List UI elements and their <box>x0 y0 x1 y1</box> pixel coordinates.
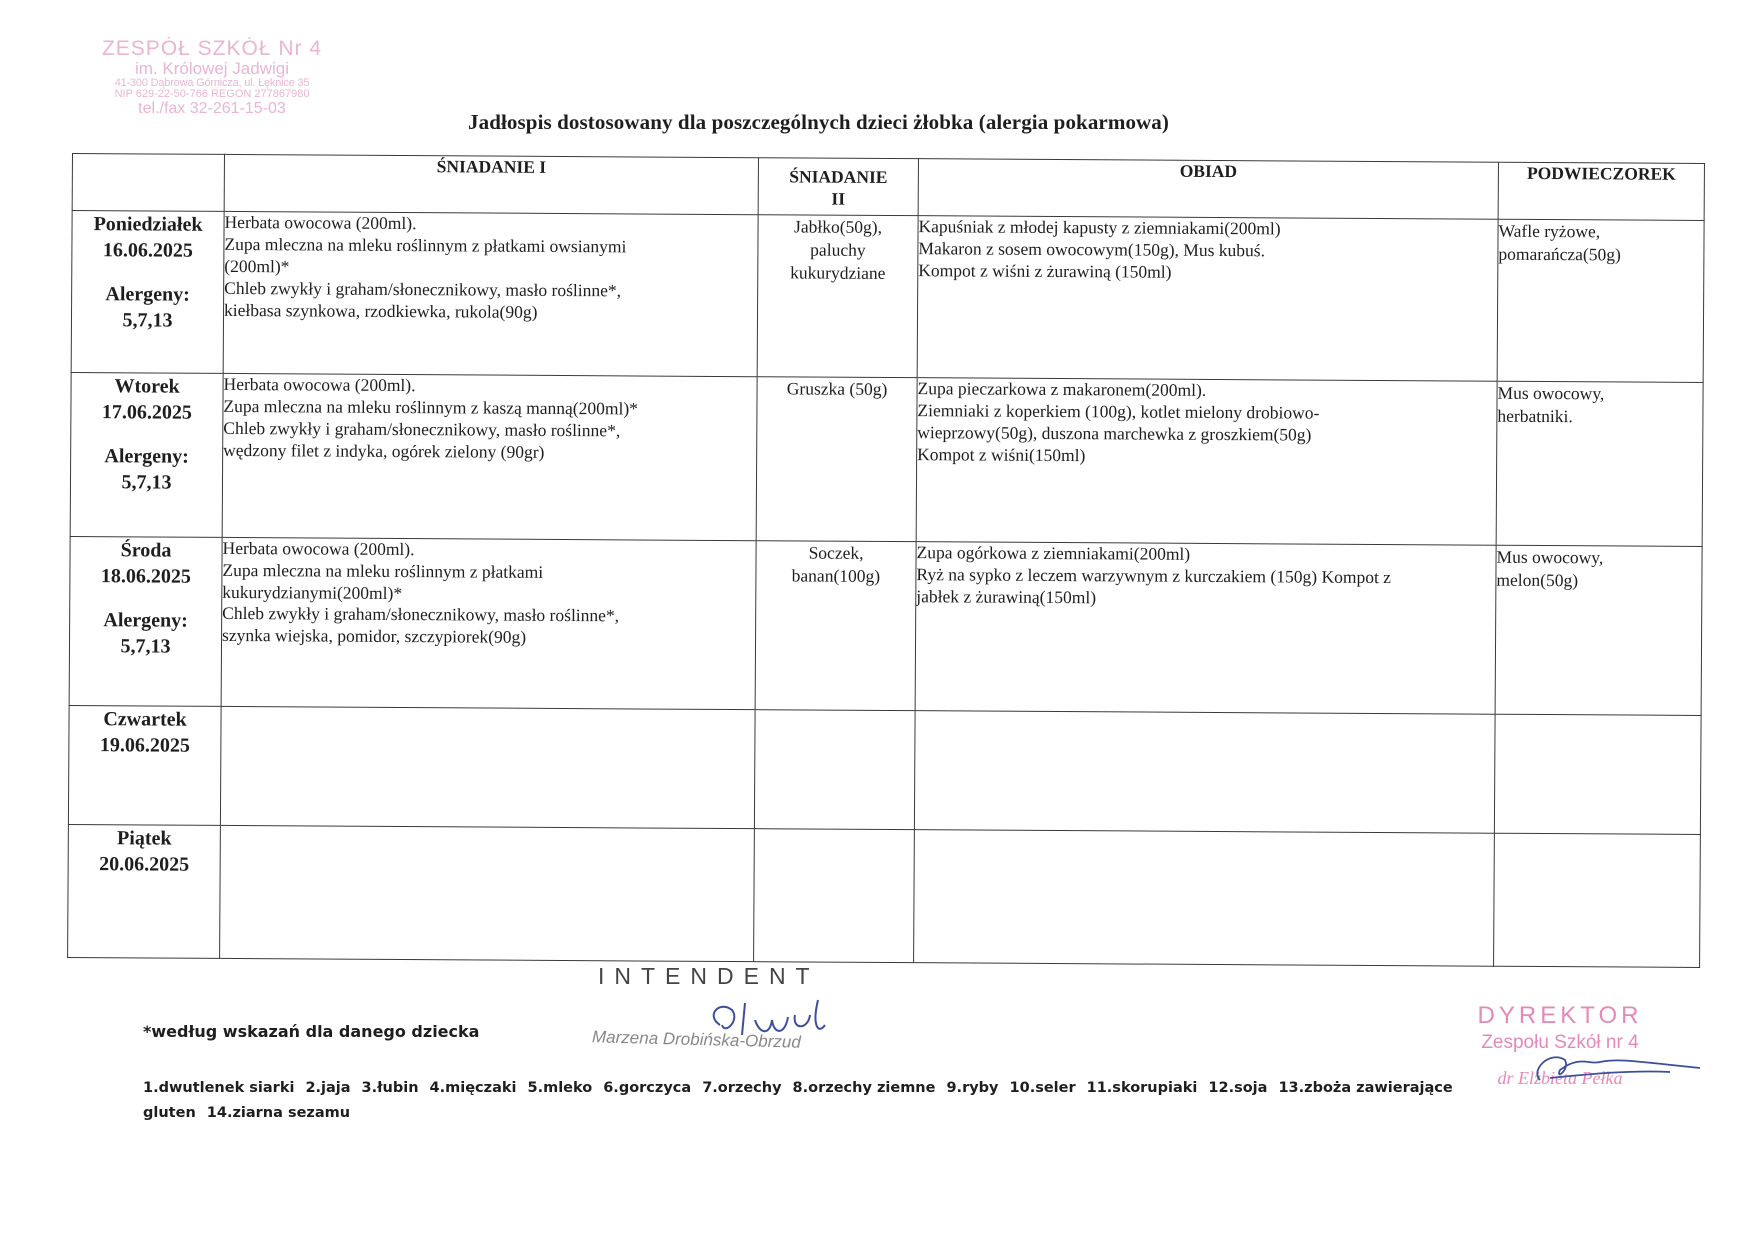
school-stamp-line4: NIP 629-22-50-766 REGON 277867980 <box>114 88 310 101</box>
allergen-item: 10.seler <box>1009 1080 1076 1096</box>
breakfast1-cell <box>221 537 756 709</box>
header-breakfast2 <box>758 158 918 216</box>
breakfast2-cell-line: Soczek, <box>808 542 864 563</box>
menu-table <box>67 153 1705 968</box>
day-cell <box>69 536 222 706</box>
allergen-item: 14.ziarna sezamu <box>206 1105 351 1122</box>
snack-cell-line: Mus owocowy, <box>1497 382 1605 404</box>
breakfast1-cell-line: Herbata owocowa (200ml). <box>223 373 416 395</box>
breakfast1-cell-line: (200ml)* <box>224 255 290 277</box>
allergen-item: 1.dwutlenek siarki <box>143 1080 295 1096</box>
breakfast2-cell <box>757 215 918 378</box>
header-day <box>72 154 224 212</box>
allergen-label: Alergeny: <box>104 445 189 468</box>
lunch-cell-line: Makaron z sosem owocowym(150g), Mus kubuś. <box>918 238 1266 261</box>
snack-cell <box>1495 545 1702 715</box>
intendent-name: Marzena Drobińska-Obrzud <box>591 1027 802 1052</box>
allergen-codes: 5,7,13 <box>122 309 173 332</box>
breakfast1-cell-line: kukurydzianymi(200ml)* <box>222 581 403 603</box>
school-stamp-line5: tel./fax 32-261-15-03 <box>138 99 286 117</box>
snack-cell-line: melon(50g) <box>1496 569 1579 590</box>
breakfast2-cell-line: paluchy <box>810 239 866 260</box>
day-cell <box>68 705 221 825</box>
header-breakfast2-line2: II <box>831 188 846 209</box>
lunch-cell-line: Ryż na sypko z leczem warzywnym z kurczakiem (150g) Kompot z <box>916 563 1392 587</box>
breakfast1-cell <box>220 706 755 828</box>
breakfast1-cell-line: Chleb zwykły i graham/słonecznikowy, masło roślinne*, <box>222 603 620 626</box>
breakfast2-cell <box>754 828 915 962</box>
breakfast1-cell-line: Herbata owocowa (200ml). <box>222 537 415 559</box>
intendent-title: INTENDENT <box>598 963 820 989</box>
allergen-item: 8.orzechy ziemne <box>792 1080 936 1096</box>
snack-cell-line: pomarańcza(50g) <box>1498 243 1621 265</box>
table-row <box>71 211 1704 383</box>
snack-cell-line: Wafle ryżowe, <box>1498 220 1601 242</box>
breakfast2-cell <box>754 710 915 830</box>
breakfast1-cell-line: kiełbasa szynkowa, rzodkiewka, rukola(90g) <box>223 299 538 322</box>
table-row <box>70 372 1703 546</box>
header-row <box>72 154 1704 221</box>
header-breakfast1: ŚNIADANIE I <box>224 154 758 214</box>
header-snack: PODWIECZOREK <box>1498 162 1704 220</box>
breakfast1-cell <box>222 373 757 540</box>
breakfast1-cell-line: Zupa mleczna na mleku roślinnym z kaszą manną(200ml)* <box>223 395 639 419</box>
intendent-signature <box>700 995 840 1055</box>
day-date: 17.06.2025 <box>101 401 192 424</box>
lunch-cell <box>916 378 1497 545</box>
breakfast1-cell-line: Zupa mleczna na mleku roślinnym z płatkami <box>222 559 544 582</box>
lunch-cell-line: Ziemniaki z koperkiem (100g), kotlet mielony drobiowo- <box>917 399 1320 423</box>
snack-cell-line: herbatniki. <box>1497 405 1573 426</box>
allergen-item: 12.soja <box>1208 1080 1268 1096</box>
breakfast2-cell-line: Gruszka (50g) <box>786 378 888 399</box>
page-title: Jadłospis dostosowany dla poszczególnych dzieci żłobka (alergia pokarmowa) <box>468 110 1170 134</box>
allergen-item: 13.zboża zawierające gluten <box>143 1080 1453 1122</box>
lunch-cell <box>915 541 1496 714</box>
lunch-cell-line: Kompot z wiśni z żurawiną (150ml) <box>918 259 1172 282</box>
day-date: 19.06.2025 <box>99 734 190 757</box>
footnote: *według wskazań dla danego dziecka <box>143 1022 480 1041</box>
lunch-cell-line: Kapuśniak z młodej kapusty z ziemniakami(200ml) <box>918 216 1281 239</box>
lunch-cell <box>914 829 1495 966</box>
school-stamp-line3: 41-300 Dąbrowa Górnicza, ul. Łęknice 35 <box>114 76 310 89</box>
allergen-item: 11.skorupiaki <box>1086 1080 1198 1096</box>
table-row <box>68 705 1701 834</box>
day-name: Poniedziałek <box>93 213 203 236</box>
lunch-cell-line: Zupa pieczarkowa z makaronem(200ml). <box>917 378 1207 400</box>
allergen-item: 2.jaja <box>305 1080 351 1096</box>
snack-cell-line: Mus owocowy, <box>1496 546 1604 568</box>
breakfast2-cell-line: kukurydziane <box>790 261 886 283</box>
snack-cell <box>1496 381 1703 546</box>
snack-cell <box>1494 833 1701 968</box>
breakfast1-cell <box>223 211 758 376</box>
lunch-cell-line: wieprzowy(50g), duszona marchewka z groszkiem(50g) <box>917 421 1312 445</box>
lunch-cell <box>914 711 1495 833</box>
school-stamp-line2: im. Królowej Jadwigi <box>135 59 289 79</box>
lunch-cell-line: Zupa ogórkowa z ziemniakami(200ml) <box>916 541 1191 564</box>
school-stamp-line1: ZESPÓŁ SZKÓŁ Nr 4 <box>101 37 323 60</box>
breakfast1-cell-line: Zupa mleczna na mleku roślinnym z płatkami owsianymi <box>224 233 627 257</box>
allergen-item: 7.orzechy <box>702 1080 782 1096</box>
breakfast1-cell-line: Chleb zwykły i graham/słonecznikowy, masło roślinne*, <box>224 277 622 300</box>
breakfast1-cell <box>220 825 755 962</box>
day-date: 20.06.2025 <box>99 852 190 876</box>
allergen-label: Alergeny: <box>105 283 190 306</box>
day-name: Czwartek <box>103 708 187 731</box>
allergen-item: 6.gorczyca <box>603 1080 692 1096</box>
day-cell <box>70 372 223 537</box>
allergen-item: 4.mięczaki <box>429 1080 517 1096</box>
lunch-cell-line: Kompot z wiśni(150ml) <box>917 443 1086 465</box>
table-row <box>69 536 1702 715</box>
header-lunch: OBIAD <box>918 159 1498 220</box>
allergen-legend <box>143 1076 1583 1127</box>
allergen-label: Alergeny: <box>103 609 188 632</box>
day-cell <box>71 211 224 374</box>
allergen-item: 5.mleko <box>527 1080 593 1096</box>
director-stamp-title: DYREKTOR <box>1477 1002 1643 1029</box>
day-date: 16.06.2025 <box>102 239 193 262</box>
day-name: Wtorek <box>114 375 180 398</box>
director-stamp-name: dr Elżbieta Pełka <box>1497 1068 1623 1088</box>
breakfast1-cell-line: szynka wiejska, pomidor, szczypiorek(90g) <box>221 625 527 648</box>
breakfast1-cell-line: Chleb zwykły i graham/słonecznikowy, masło roślinne*, <box>223 417 621 440</box>
snack-cell <box>1497 219 1704 382</box>
school-stamp <box>82 38 342 118</box>
breakfast2-cell-line: Jabłko(50g), <box>794 216 883 237</box>
snack-cell <box>1494 714 1701 834</box>
header-breakfast2-line1: ŚNIADANIE <box>789 166 888 187</box>
breakfast1-cell-line: Herbata owocowa (200ml). <box>224 211 417 234</box>
breakfast1-cell-line: wędzony filet z indyka, ogórek zielony (90gr) <box>223 439 545 462</box>
director-stamp-line2: Zespołu Szkół nr 4 <box>1481 1032 1639 1053</box>
director-signature <box>1470 1040 1710 1100</box>
table-row <box>68 824 1701 967</box>
allergen-codes: 5,7,13 <box>120 635 171 658</box>
lunch-cell-line: jabłek z żurawiną(150ml) <box>916 585 1097 607</box>
allergen-item: 3.łubin <box>361 1080 419 1096</box>
breakfast2-cell-line: banan(100g) <box>791 564 881 586</box>
breakfast2-cell <box>755 541 916 711</box>
day-cell <box>68 824 221 958</box>
breakfast2-cell <box>756 377 917 542</box>
day-date: 18.06.2025 <box>100 565 191 588</box>
allergen-codes: 5,7,13 <box>121 471 172 494</box>
allergen-item: 9.ryby <box>946 1080 999 1096</box>
day-name: Środa <box>120 539 172 562</box>
lunch-cell <box>917 216 1498 381</box>
day-name: Piątek <box>117 827 172 850</box>
